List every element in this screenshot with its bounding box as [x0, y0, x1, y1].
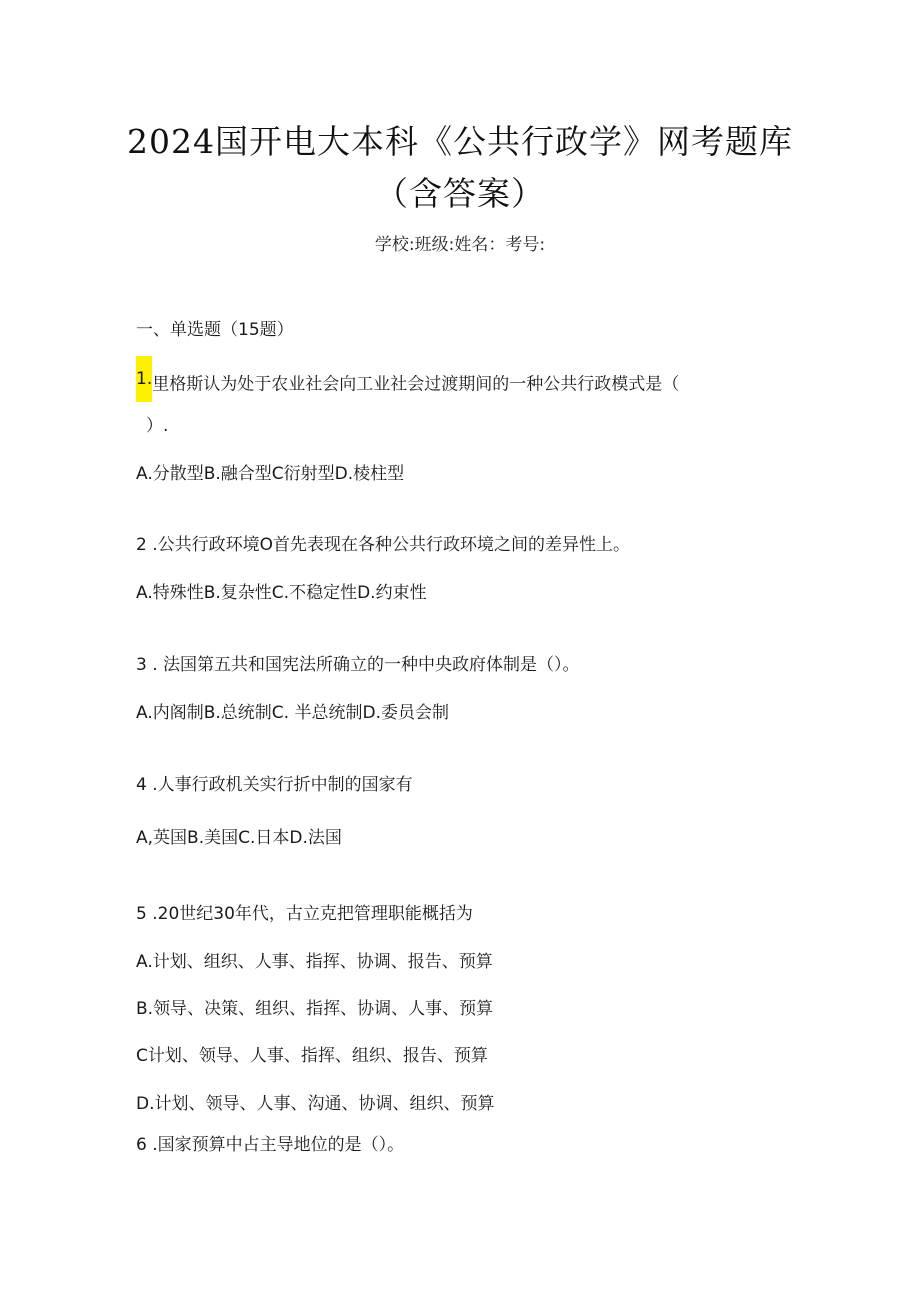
question-4-options: A,英国B.美国C.日本D.法国 [136, 828, 342, 848]
question-1-options: A.分散型B.融合型C衍射型D.棱柱型 [136, 464, 405, 484]
question-1-text-continued: ）. [146, 416, 169, 436]
question-5-option-c: C计划、领导、人事、指挥、组织、报告、预算 [136, 1046, 488, 1066]
section-heading: 一、单选题（15题） [136, 320, 294, 340]
question-2-text: 2 .公共行政环境O首先表现在各种公共行政环境之间的差异性上。 [136, 535, 631, 555]
document-title-line1: 2024国开电大本科《公共行政学》网考题库 [127, 122, 793, 161]
question-1-number-highlight: 1. [136, 356, 152, 402]
question-5-option-b: B.领导、决策、组织、指挥、协调、人事、预算 [136, 999, 494, 1019]
question-5-option-a: A.计划、组织、人事、指挥、协调、报告、预算 [136, 952, 493, 972]
question-5-option-d: D.计划、领导、人事、沟通、协调、组织、预算 [136, 1094, 495, 1114]
question-4-text: 4 .人事行政机关实行折中制的国家有 [136, 775, 413, 795]
question-6-text: 6 .国家预算中占主导地位的是（）。 [136, 1135, 405, 1155]
question-3-options: A.内阁制B.总统制C. 半总统制D.委员会制 [136, 703, 449, 723]
question-2-options: A.特殊性B.复杂性C.不稳定性D.约束性 [136, 583, 427, 603]
question-1 [136, 367, 679, 402]
question-1-text: 里格斯认为处于农业社会向工业社会过渡期间的一种公共行政模式是（ [152, 374, 680, 395]
document-title-line2: （含答案） [375, 174, 545, 213]
student-info-line: 学校:班级:姓名：考号: [374, 235, 546, 255]
question-3-text: 3 . 法国第五共和国宪法所确立的一种中央政府体制是（）。 [136, 655, 580, 675]
question-5-text: 5 .20世纪30年代，古立克把管理职能概括为 [136, 904, 473, 924]
